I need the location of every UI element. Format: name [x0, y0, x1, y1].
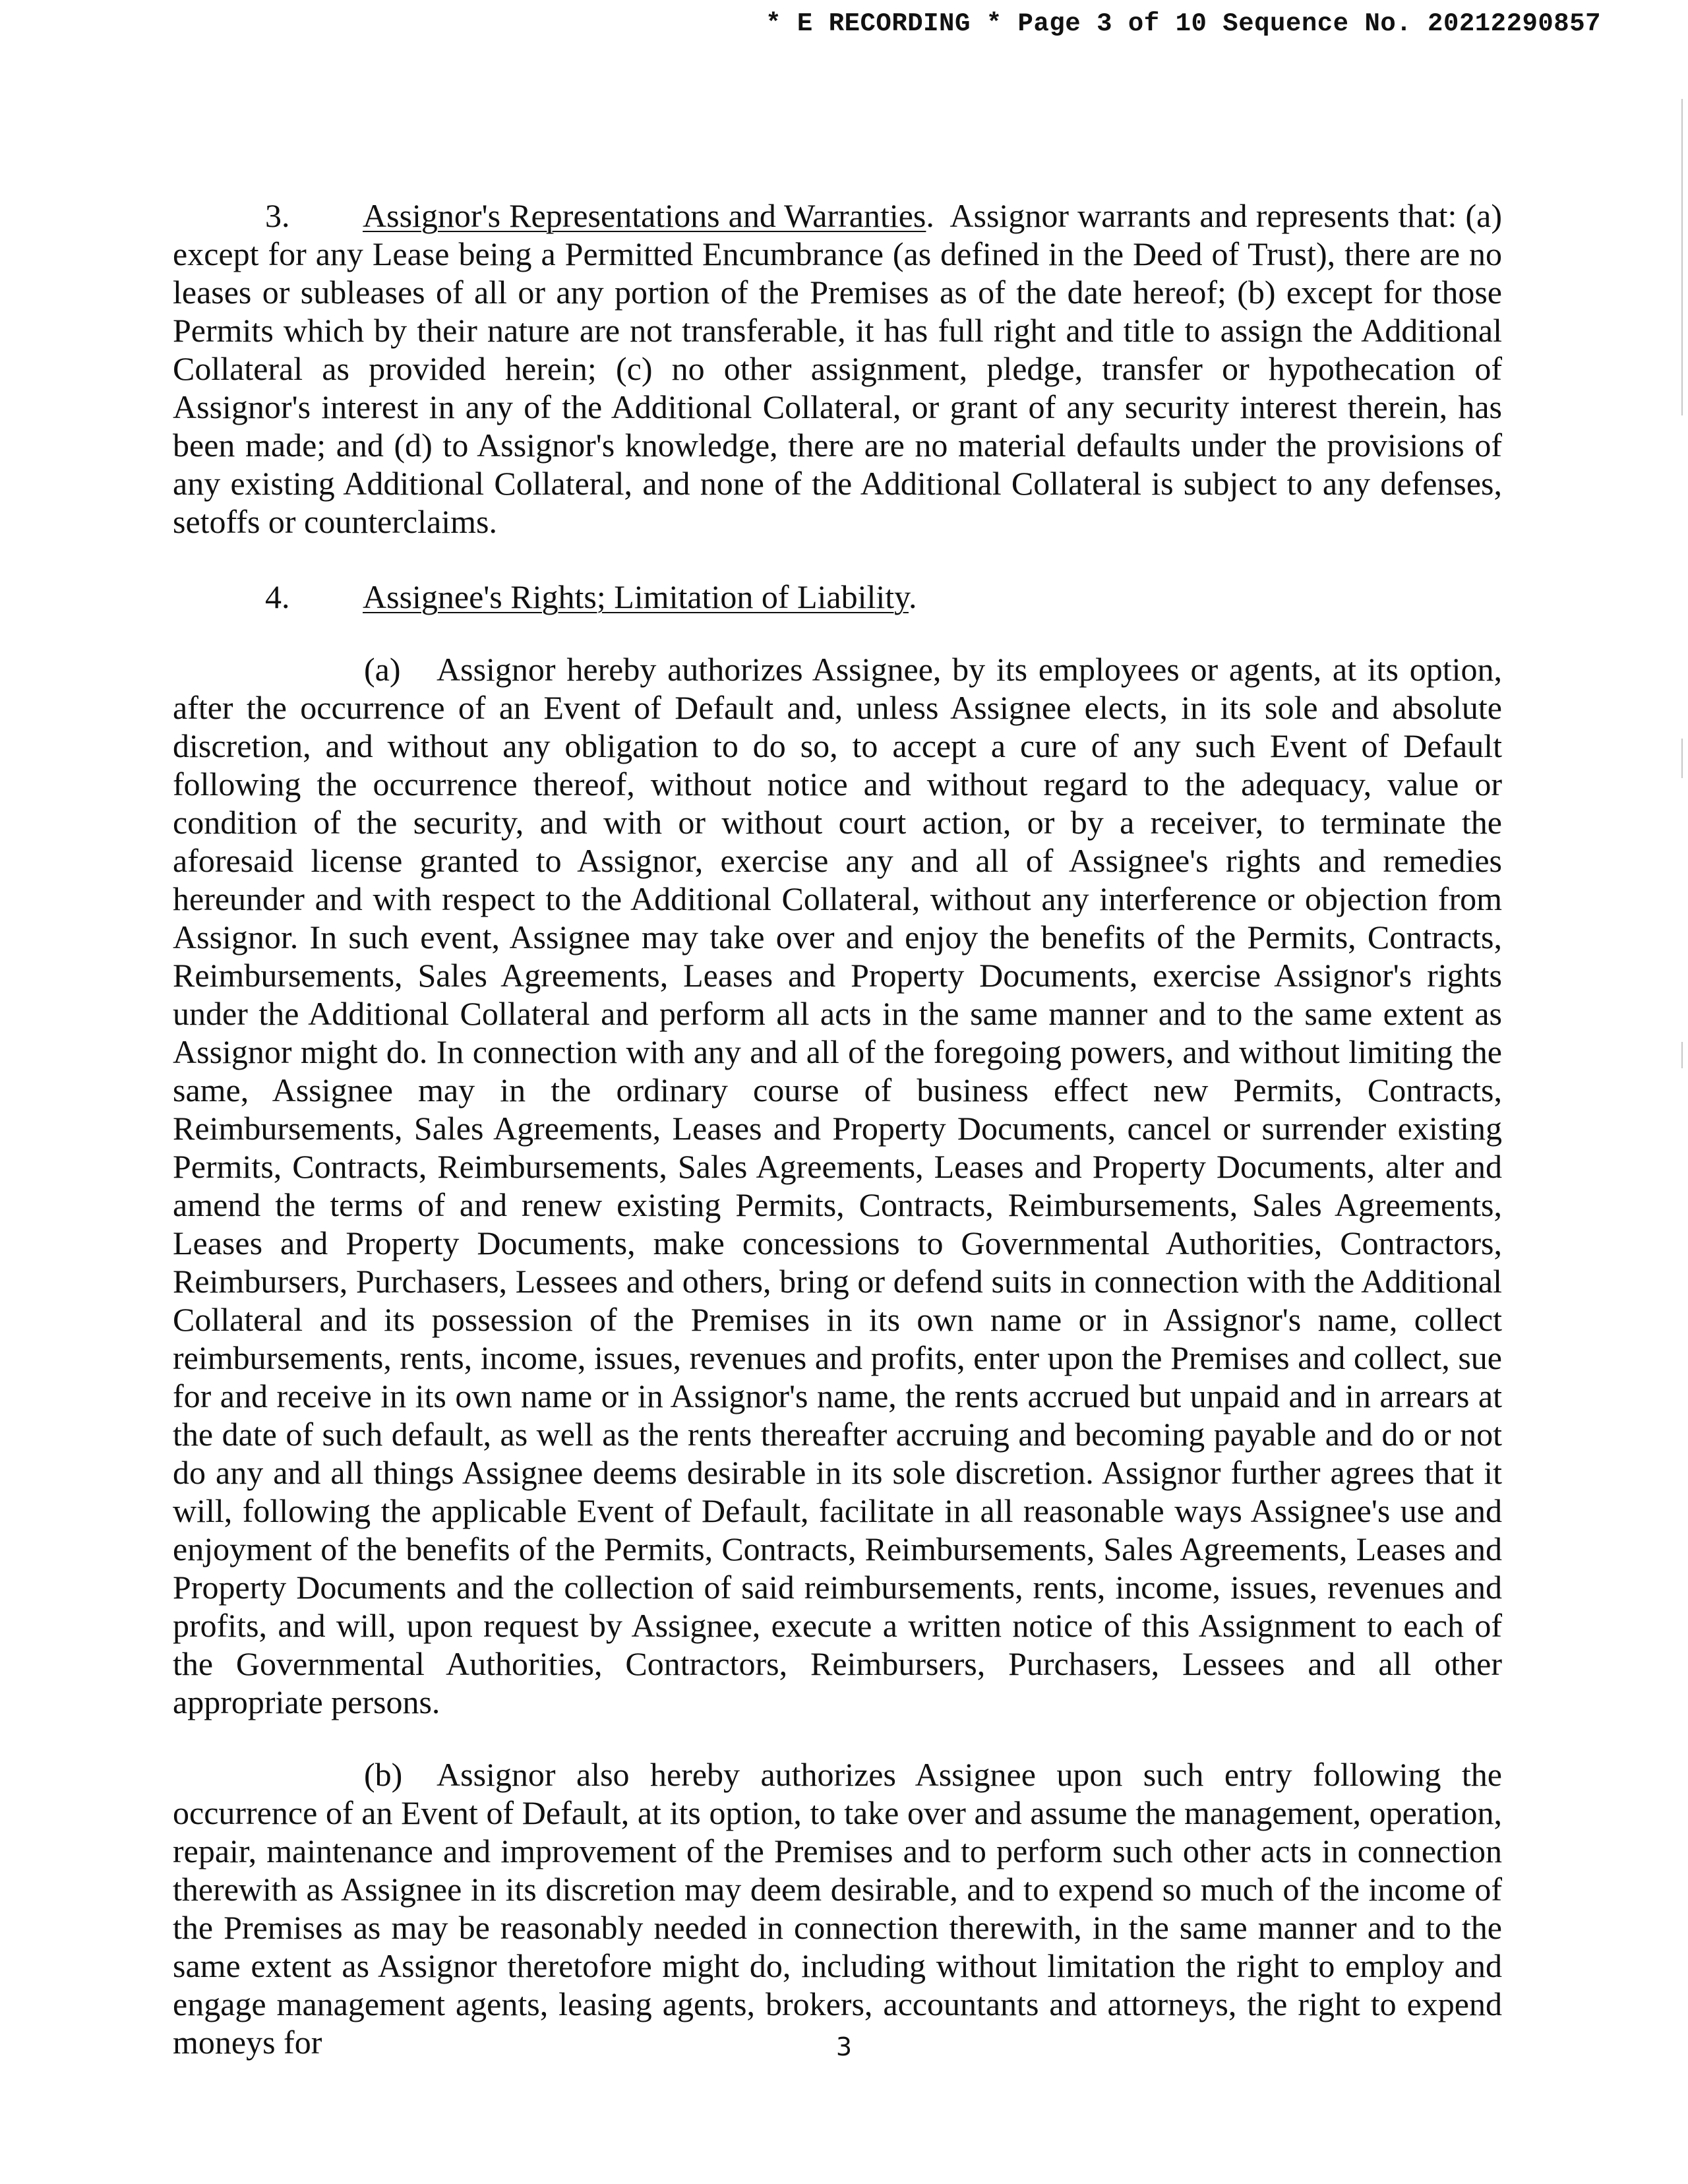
recording-header: * E RECORDING * Page 3 of 10 Sequence No. 20212290857 — [766, 9, 1601, 38]
section-4-number: 4. — [265, 578, 290, 615]
section-4-title-punct: . — [908, 578, 917, 615]
section-3-number: 3. — [265, 197, 290, 234]
scan-edge-mark — [1681, 1042, 1683, 1068]
section-4a-paragraph — [173, 650, 1502, 1721]
section-4b-text: Assignor also hereby authorizes Assignee upon such entry following the occurrence of an Event of Default, at its option, to take over and assume the management, operation, repair, maintenance and improvement of the Premises and to perform such other acts in connection therewith as Assignee in its discretion may deem desirable, and to expend so much of the income of the Premises as may be reasonably needed in connection therewith, in the same manner and to the same extent as Assignor theretofore might do, including without limitation the right to employ and engage management agents, leasing agents, brokers, accountants and attorneys, the right to expend moneys for — [173, 1756, 1502, 2061]
scan-edge-mark — [1681, 99, 1683, 415]
section-4-heading — [173, 578, 1502, 616]
section-4-title: Assignee's Rights; Limitation of Liability — [363, 578, 909, 615]
section-4a-label: (a) — [364, 651, 401, 688]
scan-edge-mark — [1681, 739, 1683, 778]
section-4b-label: (b) — [364, 1756, 403, 1793]
section-4a-text: Assignor hereby authorizes Assignee, by its employees or agents, at its option, after the occurrence of an Event of Default and, unless Assignee elects, in its sole and absolute discretion, and without any obligation to do so, to accept a cure of any such Event of Default following the occurrence thereof, without notice and without regard to the adequacy, value or condition of the security, and with or without court action, or by a receiver, to terminate the aforesaid license granted to Assignor, exercise any and all of Assignee's rights and remedies hereunder and with respect to the Additional Collateral, without any interference or objection from Assignor. In such event, Assignee may take over and enjoy the benefits of the Permits, Contracts, Reimbursements, Sales Agreements, Leases and Property Documents, exercise Assignor's rights under the Additional Collateral and perform all acts in the same manner and to the same extent as Assignor might do. In connection with any and all of the foregoing powers, and without limiting the same, Assignee may in the ordinary course of business effect new Permits, Contracts, Reimbursements, Sales Agreements, Leases and Property Documents, cancel or surrender existing Permits, Contracts, Reimbursements, Sales Agreements, Leases and Property Documents, alter and amend the terms of and renew existing Permits, Contracts, Reimbursements, Sales Agreements, Leases and Property Documents, make concessions to Governmental Authorities, Contractors, Reimbursers, Purchasers, Lessees and others, bring or defend suits in connection with the Additional Collateral and its possession of the Premises in its own name or in Assignor's name, collect reimbursements, rents, income, issues, revenues and profits, enter upon the Premises and collect, sue for and receive in its own name or in Assignor's name, the rents accrued but unpaid and in arrears at the date of such default, as well as the rents thereafter accruing and becoming payable and do or not do any and all things Assignee deems desirable in its sole discretion. Assignor further agrees that it will, following the applicable Event of Default, facilitate in all reasonable ways Assignee's use and enjoyment of the benefits of the Permits, Contracts, Reimbursements, Sales Agreements, Leases and Property Documents and the collection of said reimbursements, rents, income, issues, revenues and profits, and will, upon request by Assignee, execute a written notice of this Assignment to each of the Governmental Authorities, Contractors, Reimbursers, Purchasers, Lessees and all other appropriate persons. — [173, 651, 1502, 1720]
document-body — [173, 197, 1502, 2061]
page-number: 3 — [835, 2032, 853, 2061]
section-3-paragraph — [173, 197, 1502, 541]
section-3-title: Assignor's Representations and Warranties — [363, 197, 926, 234]
section-4b-paragraph — [173, 1755, 1502, 2061]
section-3-title-punct: . — [926, 197, 934, 234]
section-3-text: Assignor warrants and represents that: (a) except for any Lease being a Permitted Encumbrance (as defined in the Deed of Trust), there are no leases or subleases of all or any portion of the Premises as of the date hereof; (b) except for those Permits which by their nature are not transferable, it has full right and title to assign the Additional Collateral as provided herein; (c) no other assignment, pledge, transfer or hypothecation of Assignor's interest in any of the Additional Collateral, or grant of any security interest therein, has been made; and (d) to Assignor's knowledge, there are no material defaults under the provisions of any existing Additional Collateral, and none of the Additional Collateral is subject to any defenses, setoffs or counterclaims. — [173, 197, 1503, 540]
